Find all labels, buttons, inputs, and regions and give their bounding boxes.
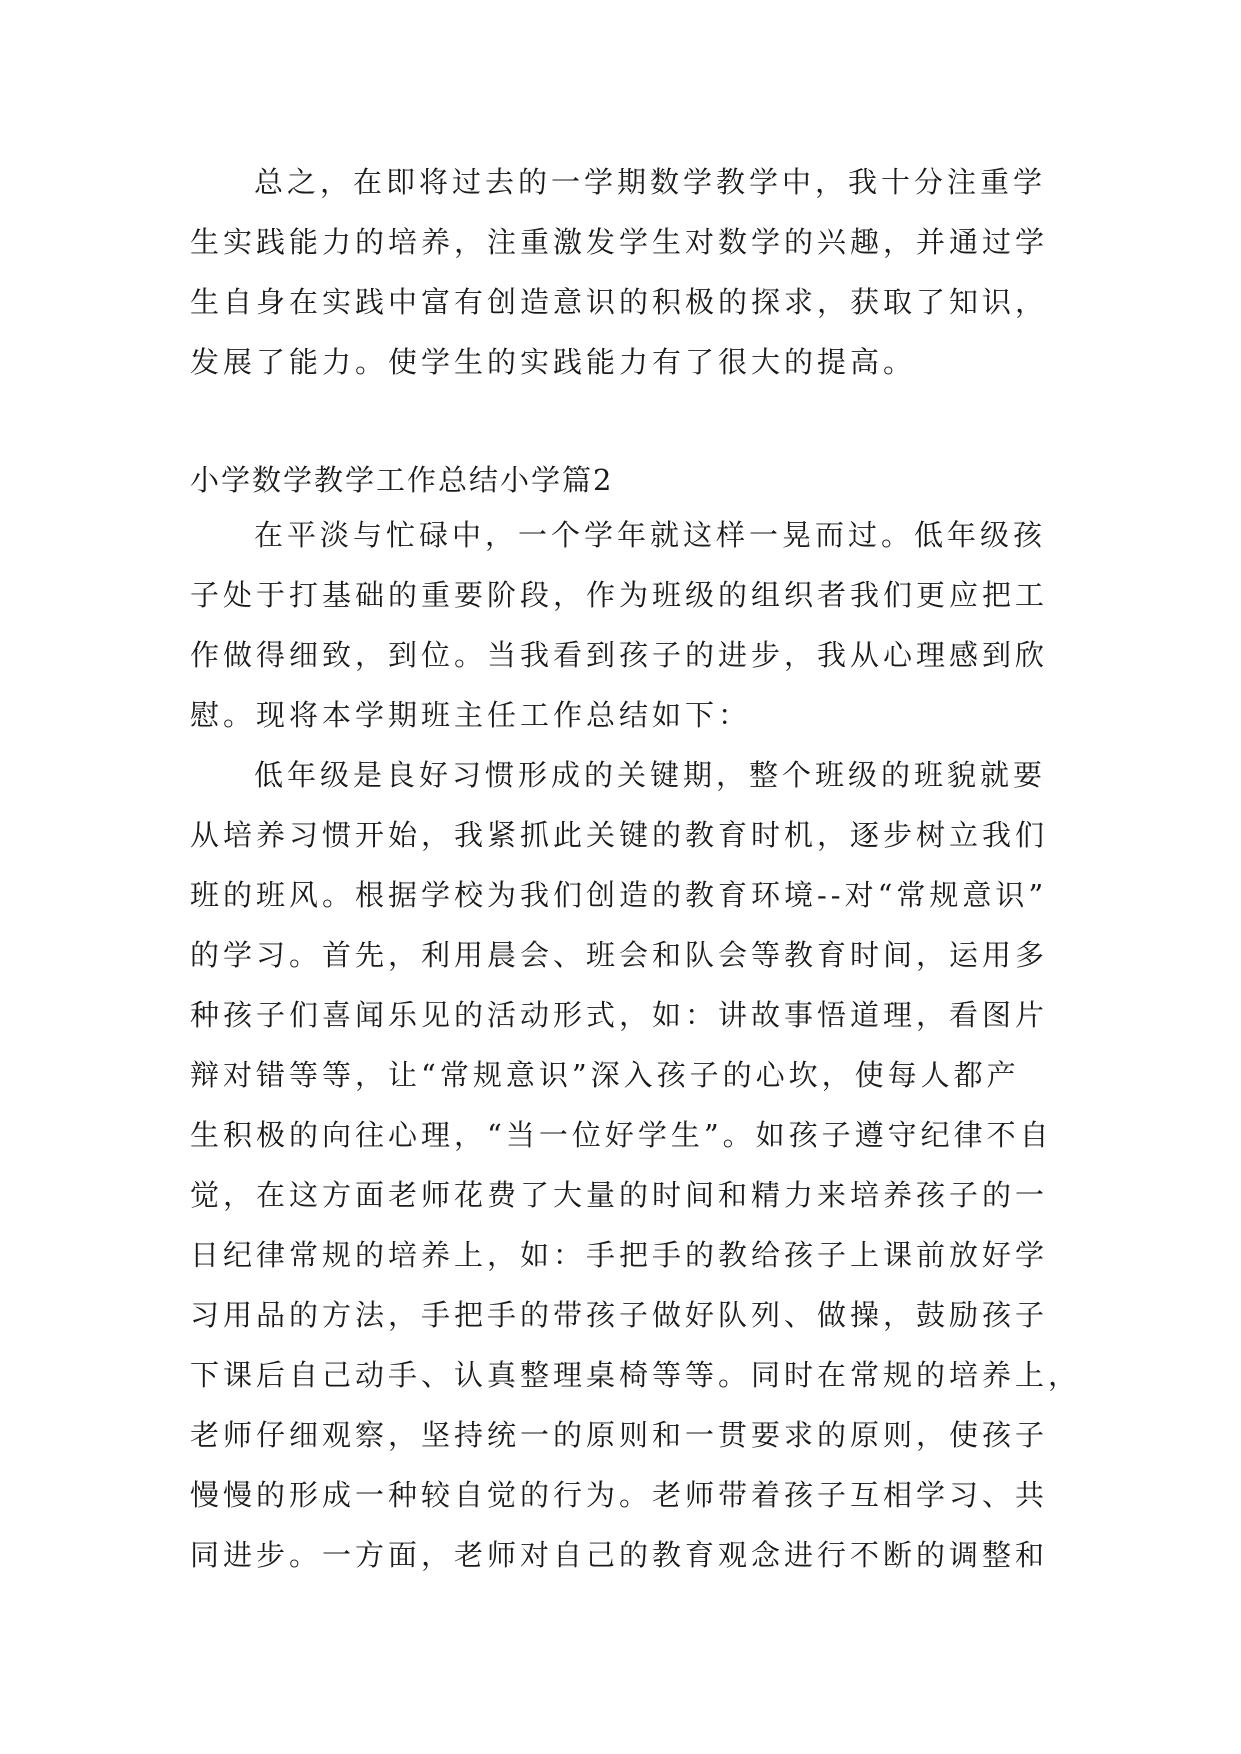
paragraph-line: 同进步。一方面，老师对自己的教育观念进行不断的调整和	[190, 1538, 1049, 1572]
paragraph-line: 慢慢的形成一种较自觉的行为。老师带着孩子互相学习、共	[190, 1478, 1049, 1512]
paragraph-line: 生积极的向往心理，“当一位好学生”。如孩子遵守纪律不自	[190, 1118, 1053, 1152]
paragraph-line: 在平淡与忙碌中，一个学年就这样一晃而过。低年级孩	[254, 518, 1047, 552]
paragraph-line: 生实践能力的培养，注重激发学生对数学的兴趣，并通过学	[190, 225, 1049, 259]
paragraph-line: 总之，在即将过去的一学期数学教学中，我十分注重学	[254, 165, 1047, 199]
paragraph-line: 低年级是良好习惯形成的关键期，整个班级的班貌就要	[254, 758, 1047, 792]
paragraph-2	[190, 505, 1050, 745]
paragraph-line: 的学习。首先，利用晨会、班会和队会等教育时间，运用多	[190, 938, 1049, 972]
paragraph-line: 种孩子们喜闻乐见的活动形式，如：讲故事悟道理，看图片	[190, 998, 1049, 1032]
paragraph-line: 辩对错等等，让“常规意识”深入孩子的心坎，使每人都产	[190, 1058, 1020, 1092]
paragraph-line: 从培养习惯开始，我紧抓此关键的教育时机，逐步树立我们	[190, 818, 1049, 852]
paragraph-line: 子处于打基础的重要阶段，作为班级的组织者我们更应把工	[190, 578, 1049, 612]
section-heading: 小学数学教学工作总结小学篇2	[190, 463, 614, 497]
paragraph-line: 作做得细致，到位。当我看到孩子的进步，我从心理感到欣	[190, 638, 1049, 672]
paragraph-line: 习用品的方法，手把手的带孩子做好队列、做操，鼓励孩子	[190, 1298, 1049, 1332]
paragraph-line: 下课后自己动手、认真整理桌椅等等。同时在常规的培养上，	[190, 1358, 1082, 1392]
paragraph-3	[190, 745, 1082, 1585]
paragraph-line: 生自身在实践中富有创造意识的积极的探求，获取了知识，	[190, 285, 1049, 319]
paragraph-line: 班的班风。根据学校为我们创造的教育环境--对“常规意识”	[190, 878, 1048, 912]
paragraph-line: 觉，在这方面老师花费了大量的时间和精力来培养孩子的一	[190, 1178, 1049, 1212]
paragraph-line: 慰。现将本学期班主任工作总结如下：	[190, 698, 752, 732]
paragraph-line: 日纪律常规的培养上，如：手把手的教给孩子上课前放好学	[190, 1238, 1049, 1272]
paragraph-1	[190, 152, 1050, 392]
paragraph-line: 老师仔细观察，坚持统一的原则和一贯要求的原则，使孩子	[190, 1418, 1049, 1452]
paragraph-line: 发展了能力。使学生的实践能力有了很大的提高。	[190, 345, 917, 379]
